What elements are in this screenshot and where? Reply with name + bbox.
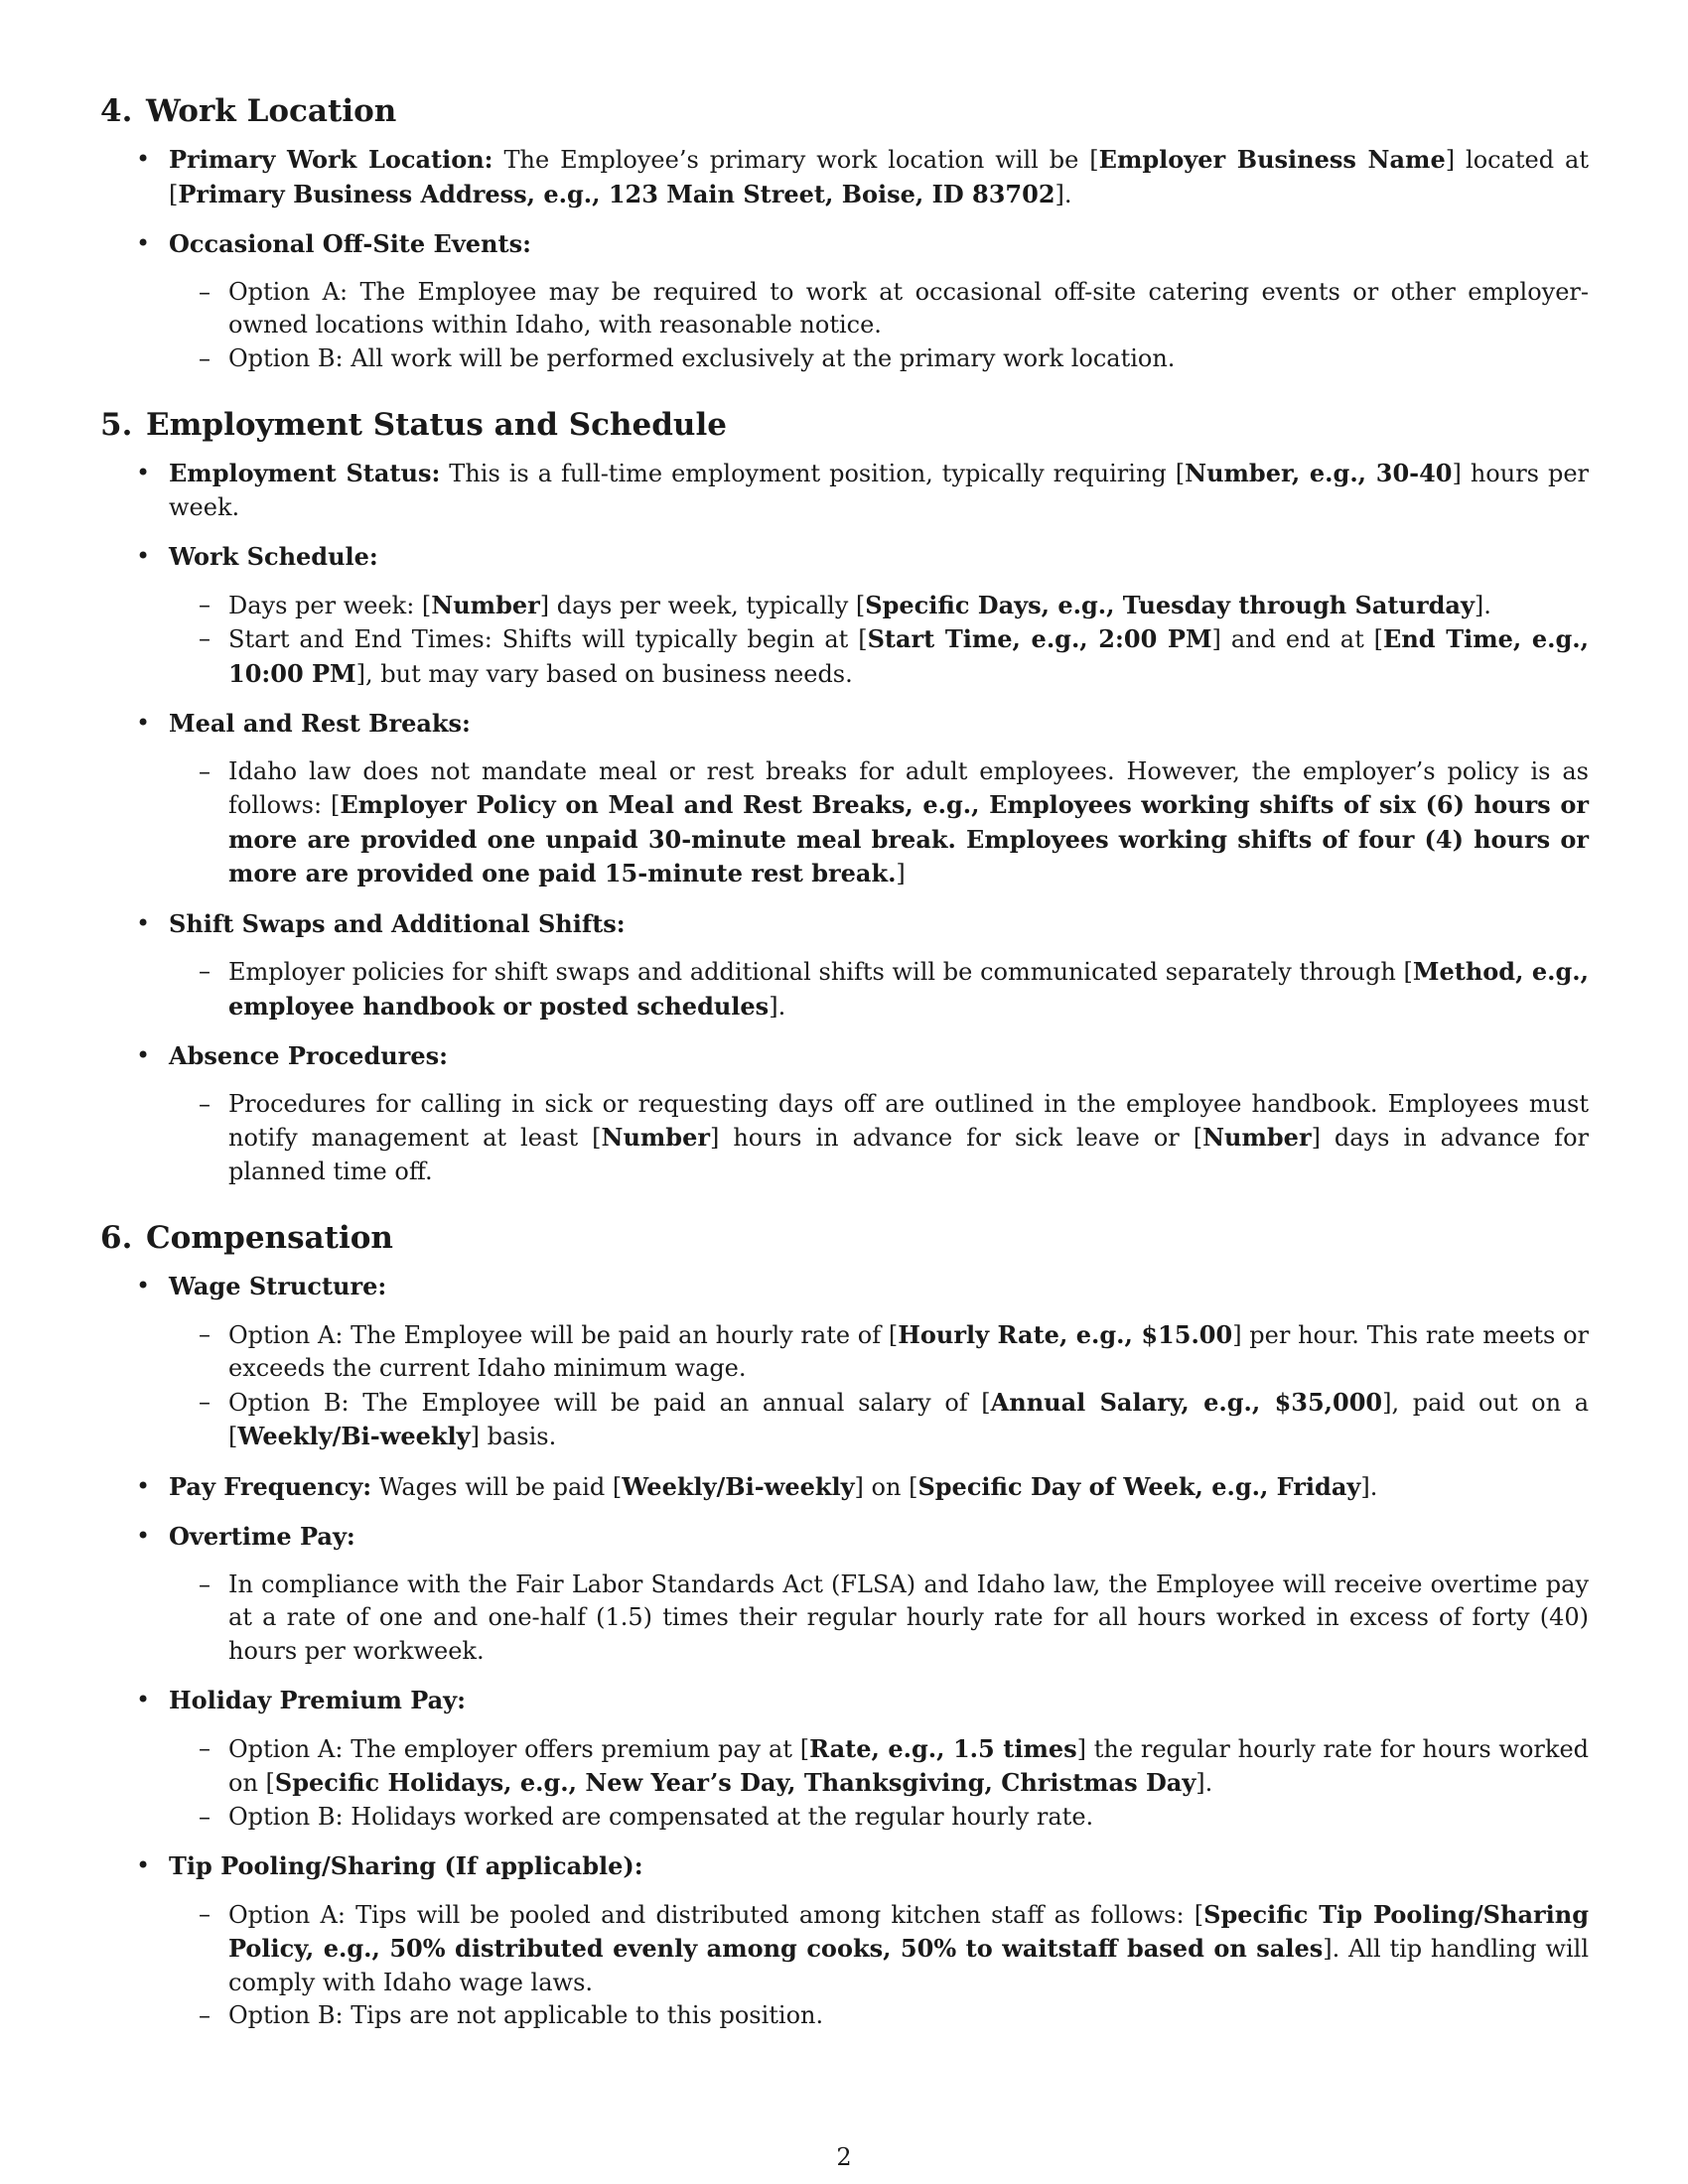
sub-list [169,1898,1589,2033]
section-heading: 5. Employment Status and Schedule [100,407,727,443]
list-item: • Meal and Rest Breaks: – Idaho law does not mandate meal or rest breaks for adult employees. However, the employer’s policy is as follows: [Employer Policy on Meal and Rest Breaks, e.g., Employees working shifts of six (6) hours or more are provided one unpaid 30-minute meal break. Employees working shifts of four (4) hours or more are provided one paid 15-minute rest break.] [100,707,1589,891]
sub-list-item: – Option B: Tips are not applicable to this position. [169,1999,1589,2033]
sub-list-item: – Start and End Times: Shifts will typically begin at [Start Time, e.g., 2:00 PM] and end at [End Time, e.g., 10:00 PM], but may vary based on business needs. [169,622,1589,691]
list-item: • Primary Work Location: The Employee’s primary work location will be [Employer Business Name] located at [Primary Business Address, e.g., 123 Main Street, Boise, ID 83702]. [100,143,1589,211]
list-item: • Shift Swaps and Additional Shifts: – Employer policies for shift swaps and additional shifts will be communicated separately through [Method, e.g., employee handbook or posted schedules]. [100,907,1589,1024]
sub-list [169,589,1589,692]
list-item: • Holiday Premium Pay: – Option A: The employer offers premium pay at [Rate, e.g., 1.5 times] the regular hourly rate for hours worked on [Specific Holidays, e.g., New Year’s Day, Thanksgiving, Christmas Day]. – Option B: Holidays worked are compensated at the regular hourly rate. [100,1684,1589,1834]
sub-list-item: – Option B: Holidays worked are compensated at the regular hourly rate. [169,1801,1589,1835]
section-heading: 4. Work Location [100,93,397,129]
sub-list-item: – Option A: The employer offers premium pay at [Rate, e.g., 1.5 times] the regular hourly rate for hours worked on [Specific Holidays, e.g., New Year’s Day, Thanksgiving, Christmas Day]. [169,1732,1589,1801]
bullet-list [100,143,1589,375]
sub-list [169,955,1589,1024]
sub-list-item: – Option B: The Employee will be paid an annual salary of [Annual Salary, e.g., $35,000], paid out on a [Weekly/Bi-weekly] basis. [169,1386,1589,1454]
sub-list-item: – Option A: Tips will be pooled and distributed among kitchen staff as follows: [Specific Tip Pooling/Sharing Policy, e.g., 50% distributed evenly among cooks, 50% to waitstaff based on sales]. All tip handling will comply with Idaho wage laws. [169,1898,1589,2000]
sub-list [169,1318,1589,1454]
section-work-location [100,91,1589,375]
sub-list [169,1088,1589,1189]
sub-list-item: – Procedures for calling in sick or requesting days off are outlined in the employee handbook. Employees must notify management at least [Number] hours in advance for sick leave or [Number] days in advance for planned time off. [169,1088,1589,1189]
section-heading: 6. Compensation [100,1220,393,1256]
document-page [100,91,1589,2063]
bullet-list [100,457,1589,1188]
sub-list-item: – Idaho law does not mandate meal or rest breaks for adult employees. However, the employer’s policy is as follows: [Employer Policy on Meal and Rest Breaks, e.g., Employees working shifts of six (6) hours or more are provided one unpaid 30-minute meal break. Employees working shifts of four (4) hours or more are provided one paid 15-minute rest break.] [169,755,1589,891]
sub-list-item: – Option A: The Employee may be required to work at occasional off-site catering events or other employer-owned locations within Idaho, with reasonable notice. [169,276,1589,342]
section-employment-status [100,405,1589,1188]
page-number: 2 [836,2143,852,2171]
sub-list-item: – Option B: All work will be performed exclusively at the primary work location. [169,342,1589,376]
bullet-list [100,1270,1589,2033]
list-item: • Occasional Off-Site Events: – Option A: The Employee may be required to work at occasional off-site catering events or other employer-owned locations within Idaho, with reasonable notice. – Option B: All work will be performed exclusively at the primary work location. [100,227,1589,375]
list-item: • Wage Structure: – Option A: The Employee will be paid an hourly rate of [Hourly Rate, e.g., $15.00] per hour. This rate meets or exceeds the current Idaho minimum wage. – Option B: The Employee will be paid an annual salary of [Annual Salary, e.g., $35,000], paid out on a [Weekly/Bi-weekly] basis. [100,1270,1589,1454]
list-item: • Overtime Pay: – In compliance with the Fair Labor Standards Act (FLSA) and Idaho law, the Employee will receive overtime pay at a rate of one and one-half (1.5) times their regular hourly rate for all hours worked in excess of forty (40) hours per workweek. [100,1520,1589,1668]
list-item: • Absence Procedures: – Procedures for calling in sick or requesting days off are outlined in the employee handbook. Employees must notify management at least [Number] hours in advance for sick leave or [Number] days in advance for planned time off. [100,1039,1589,1188]
list-item: • Work Schedule: – Days per week: [Number] days per week, typically [Specific Days, e.g., Tuesday through Saturday]. – Start and End Times: Shifts will typically begin at [Start Time, e.g., 2:00 PM] and end at [End Time, e.g., 10:00 PM], but may vary based on business needs. [100,540,1589,691]
list-item: • Employment Status: This is a full-time employment position, typically requiring [Number, e.g., 30-40] hours per week. [100,457,1589,524]
list-item: • Pay Frequency: Wages will be paid [Weekly/Bi-weekly] on [Specific Day of Week, e.g., Friday]. [100,1470,1589,1505]
sub-list-item: – Days per week: [Number] days per week, typically [Specific Days, e.g., Tuesday through Saturday]. [169,589,1589,623]
sub-list-item: – Employer policies for shift swaps and additional shifts will be communicated separately through [Method, e.g., employee handbook or posted schedules]. [169,955,1589,1024]
sub-list-item: – Option A: The Employee will be paid an hourly rate of [Hourly Rate, e.g., $15.00] per hour. This rate meets or exceeds the current Idaho minimum wage. [169,1318,1589,1386]
sub-list-item: – In compliance with the Fair Labor Standards Act (FLSA) and Idaho law, the Employee will receive overtime pay at a rate of one and one-half (1.5) times their regular hourly rate for all hours worked in excess of forty (40) hours per workweek. [169,1569,1589,1669]
section-compensation [100,1218,1589,2033]
sub-list [169,1569,1589,1669]
sub-list [169,276,1589,376]
sub-list [169,755,1589,891]
sub-list [169,1732,1589,1835]
list-item: • Tip Pooling/Sharing (If applicable): – Option A: Tips will be pooled and distributed among kitchen staff as follows: [Specific Tip Pooling/Sharing Policy, e.g., 50% distributed evenly among cooks, 50% to waitstaff based on sales]. All tip handling will comply with Idaho wage laws. – Option B: Tips are not applicable to this position. [100,1849,1589,2033]
